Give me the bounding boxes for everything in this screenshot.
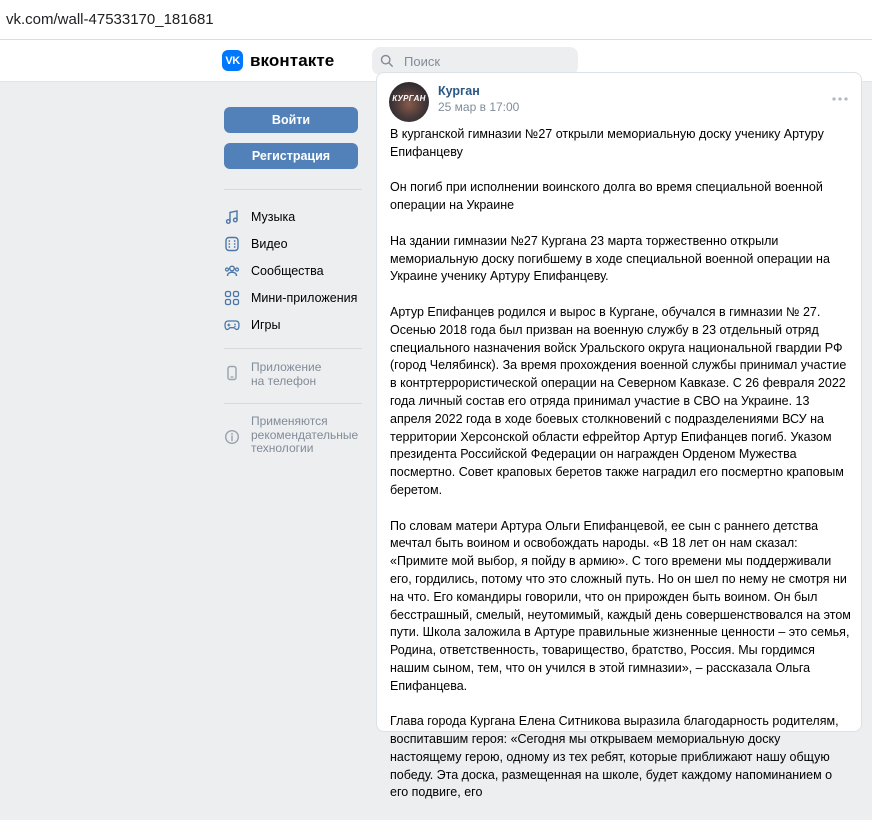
sidebar-item-video[interactable] — [224, 233, 364, 255]
app-note-line: на телефон — [251, 373, 317, 388]
sidebar-item-label: Сообщества — [251, 264, 324, 278]
sidebar-item-communities[interactable] — [224, 260, 364, 282]
post-author[interactable]: Курган — [438, 84, 480, 98]
post-paragraph: По словам матери Артура Ольги Епифанцевой, ее сын с раннего детства мечтал быть воином и освобождать народы. «В 18 лет он нам сказал: «Примите мой выбор, я пойду в армию». С того времени мы поддерживали его, гордились, потому что это сложный путь. Но он шел по нему не смотря ни на что. Его командиры говорили, что он прирожден быть воином. Он был бесстрашный, смелый, неутомимый, каждый день совершенствовался на этом пути. Школа заложила в Артуре правильные жизненные ценности – это семья, Родина, ответственность, товарищество, братство, Россия. Мы гордимся нашим сыном, тем, что он учился в этой гимназии», – рассказала Ольга Епифанцева. — [390, 518, 851, 693]
info-icon — [224, 429, 240, 445]
search-box[interactable] — [372, 47, 578, 75]
video-icon — [224, 236, 240, 252]
post-paragraph: В курганской гимназии №27 открыли мемориальную доску ученику Артуру Епифанцеву — [390, 127, 824, 159]
post-paragraph: На здании гимназии №27 Кургана 23 марта торжественно открыли мемориальную доску погибшему в ходе специальной военной операции на Украине ученику Артуру Епифанцеву. — [390, 233, 830, 284]
mini-apps-icon — [224, 290, 240, 306]
games-icon — [224, 317, 240, 333]
search-icon — [380, 54, 394, 68]
login-button[interactable]: Войти — [224, 107, 358, 133]
community-avatar[interactable] — [389, 82, 429, 122]
vk-logo-text: вконтакте — [250, 50, 335, 70]
url-text[interactable]: vk.com/wall-47533170_181681 — [6, 11, 214, 28]
post-text — [390, 126, 852, 820]
app-download-link[interactable] — [224, 361, 364, 388]
rec-note-line: Применяются — [251, 414, 328, 428]
sidebar-item-games[interactable] — [224, 314, 364, 336]
sidebar-item-mini-apps[interactable] — [224, 287, 364, 309]
sidebar-divider — [224, 348, 362, 349]
register-button[interactable]: Регистрация — [224, 143, 358, 169]
app-note-line: Приложение — [251, 360, 322, 374]
music-icon — [224, 209, 240, 225]
browser-address-bar[interactable] — [0, 0, 872, 40]
wall-post — [376, 72, 862, 800]
sidebar-item-label: Музыка — [251, 210, 296, 224]
sidebar-item-label: Игры — [251, 318, 281, 332]
sidebar-item-music[interactable] — [224, 206, 364, 228]
post-paragraph: Он погиб при исполнении воинского долга во время специальной военной операции на Украине — [390, 180, 823, 213]
communities-icon — [224, 263, 240, 279]
post-paragraph: Артур Епифанцев родился и вырос в Кургане, обучался в гимназии № 27. Осенью 2018 года был призван на военную службу в 23 отдельный отряд специального назначения войск Уральского округа национальной гвардии РФ (город Челябинск). За время прохождения военной службы принимал участие в контртеррористической операции на Северном Кавказе. С 26 февраля 2022 года личный состав его отряда принимал участие в СВО на Украине. 13 апреля 2022 года в ходе боевых столкновений с подразделениями ВСУ на территории Херсонской области ефрейтор Артур Епифанцев погиб. Указом президента Российской Федерации он награжден Орденом Мужества посмертно. Совет краповых беретов также наградил его посмертно краповым беретом. — [390, 304, 847, 497]
search-input[interactable] — [402, 53, 566, 70]
rec-note-line: рекомендательные — [251, 427, 359, 442]
more-options-icon[interactable] — [832, 97, 848, 101]
post-date[interactable]: 25 мар в 17:00 — [438, 100, 520, 114]
sidebar-item-label: Видео — [251, 237, 288, 251]
sidebar-divider — [224, 403, 362, 404]
recommendation-tech-link[interactable] — [224, 415, 364, 456]
sidebar-divider — [224, 189, 362, 190]
phone-icon — [224, 365, 240, 381]
post-paragraph: Глава города Кургана Елена Ситникова выразила благодарность родителям, воспитавшим героя: «Сегодня мы открываем мемориальную доску настоящему герою, одному из тех ребят, которые приближают нашу общую победу. Эта доска, размещенная на школе, будет каждому напоминанием о его подвиге, его — [390, 714, 839, 800]
vk-logo[interactable] — [222, 50, 334, 71]
avatar-label: КУРГАН — [392, 94, 426, 103]
vk-logo-icon: VK — [222, 50, 243, 71]
sidebar-item-label: Мини-приложения — [251, 291, 358, 305]
rec-note-line: технологии — [251, 441, 314, 455]
